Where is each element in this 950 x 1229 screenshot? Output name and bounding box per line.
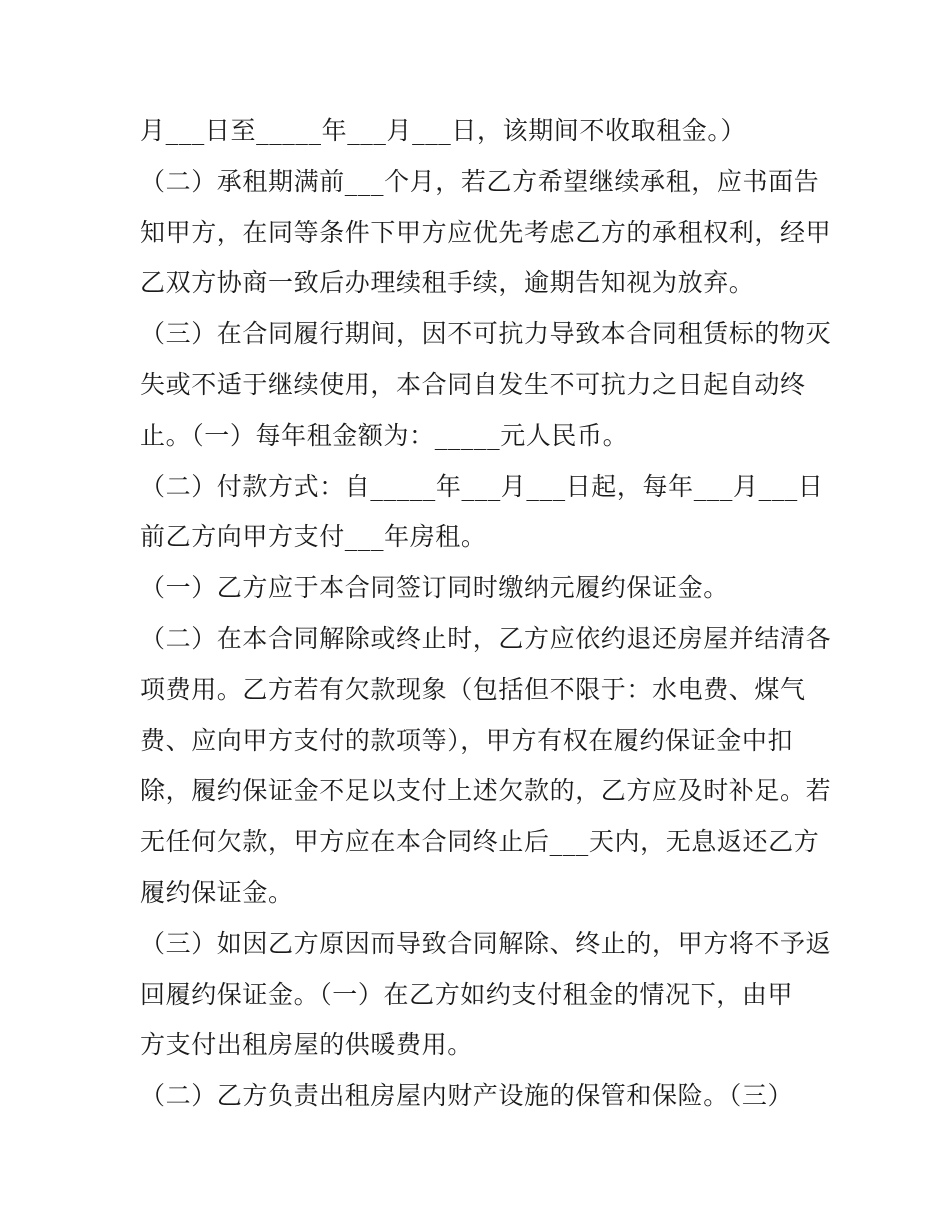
text-line: （二）乙方负责出租房屋内财产设施的保管和保险。（三） [140,1081,794,1111]
text-line: 乙双方协商一致后办理续租手续，逾期告知视为放弃。 [140,268,755,298]
text-line: 无任何欠款，甲方应在本合同终止后___天内，无息返还乙方 [140,827,820,857]
text-line: （二）在本合同解除或终止时，乙方应依约退还房屋并结清各 [140,623,832,653]
text-line: （三）如因乙方原因而导致合同解除、终止的，甲方将不予返 [140,928,832,958]
text-line: 履约保证金。 [140,877,294,907]
text-line: 方支付出租房屋的供暖费用。 [140,1030,473,1060]
text-line: 回履约保证金。（一）在乙方如约支付租金的情况下，由甲 [140,979,794,1009]
text-line: 止。（一）每年租金额为：_____元人民币。 [140,420,629,450]
text-line: 费、应向甲方支付的款项等），甲方有权在履约保证金中扣 [140,725,794,755]
text-line: 失或不适于继续使用，本合同自发生不可抗力之日起自动终 [140,369,806,399]
text-line: （三）在合同履行期间，因不可抗力导致本合同租赁标的物灭 [140,319,832,349]
text-line: 除，履约保证金不足以支付上述欠款的，乙方应及时补足。若 [140,776,832,806]
text-line: （二）付款方式：自_____年___月___日起，每年___月___日 [140,471,824,501]
text-line: （一）乙方应于本合同签订同时缴纳元履约保证金。 [140,573,729,603]
text-line: 前乙方向甲方支付___年房租。 [140,522,487,552]
text-line: 月___日至_____年___月___日，该期间不收取租金。） [140,116,747,145]
text-line: 项费用。乙方若有欠款现象（包括但不限于：水电费、煤气 [140,674,806,704]
text-line: 知甲方，在同等条件下甲方应优先考虑乙方的承租权利，经甲 [140,217,832,247]
text-line: （二）承租期满前___个月，若乙方希望继续承租，应书面告 [140,166,820,196]
document-body [140,106,832,1122]
